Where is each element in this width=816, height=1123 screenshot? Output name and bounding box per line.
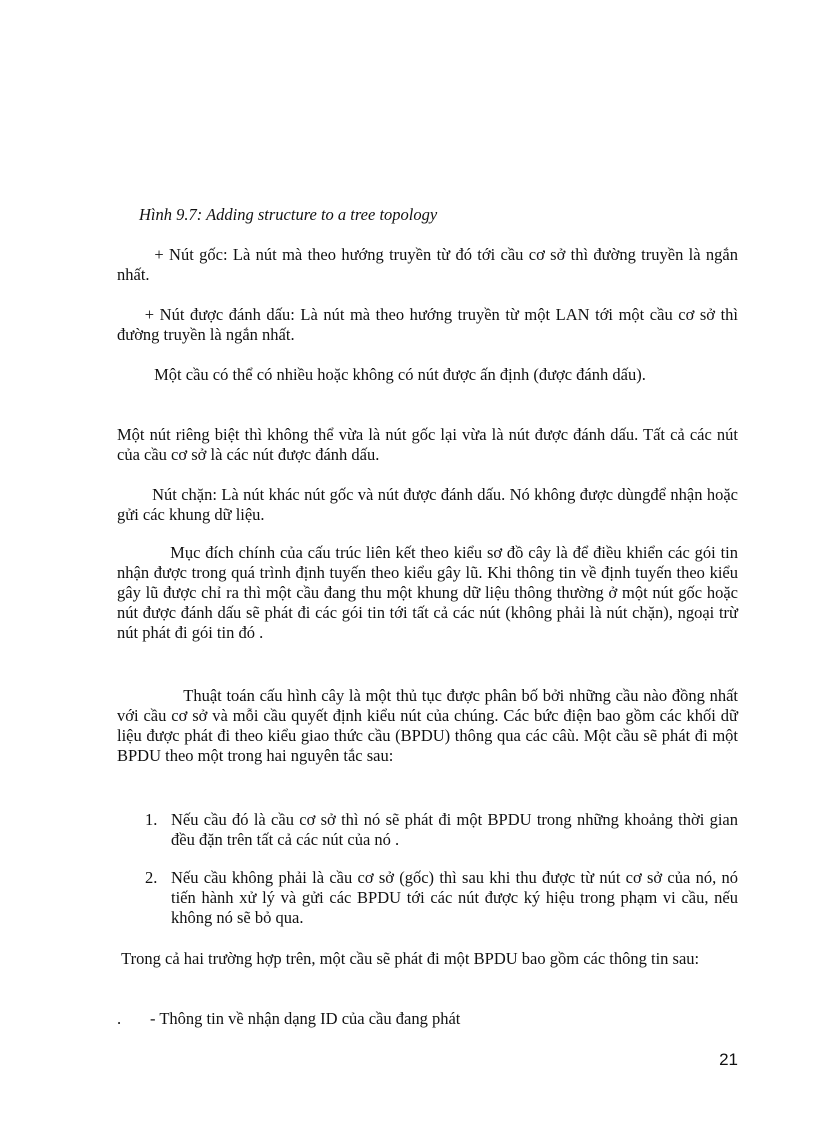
figure-caption: Hình 9.7: Adding structure to a tree topology bbox=[139, 205, 438, 224]
paragraph-node-roles: Một nút riêng biệt thì không thể vừa là nút gốc lại vừa là nút được đánh dấu. Tất cả các nút của cầu cơ sở là các nút được đánh dấu. bbox=[117, 425, 738, 464]
paragraph-root-node: + Nút gốc: Là nút mà theo hướng truyền từ đó tới cầu cơ sở thì đường truyền là ngắn nhất. bbox=[117, 245, 738, 284]
page-number: 21 bbox=[719, 1050, 738, 1069]
paragraph-blocked-node: Nút chặn: Là nút khác nút gốc và nút được đánh dấu. Nó không được dùngđể nhận hoặc gửi các khung dữ liệu. bbox=[117, 485, 738, 524]
list-item bbox=[145, 868, 738, 928]
paragraph-assigned-nodes: Một cầu có thể có nhiều hoặc không có nút được ấn định (được đánh dấu). bbox=[117, 365, 646, 384]
list-item-number: 2. bbox=[145, 868, 158, 887]
paragraph-tree-purpose: Mục đích chính của cấu trúc liên kết theo kiểu sơ đồ cây là để điều khiển các gói tin nhận được trong quá trình định tuyến theo kiểu gây lũ. Khi thông tin về định tuyến theo kiểu gây lũ được chỉ ra thì một cầu đang thu một khung dữ liệu thông thường ở một nút gốc hoặc nút được đánh dấu sẽ phát đi các gói tin tới tất cả các nút (không phải là nút chặn), ngoại trừ nút phát đi gói tin đó . bbox=[117, 543, 738, 642]
list-item bbox=[145, 810, 738, 850]
paragraph-designated-node: + Nút được đánh dấu: Là nút mà theo hướng truyền từ một LAN tới một cầu cơ sở thì đường truyền là ngắn nhất. bbox=[117, 305, 738, 344]
list-item-text: Nếu cầu đó là cầu cơ sở thì nó sẽ phát đi một BPDU trong những khoảng thời gian đều đặn trên tất cả các nút của nó . bbox=[171, 810, 738, 849]
bullet-text: - Thông tin về nhận dạng ID của cầu đang phát bbox=[150, 1009, 461, 1028]
bullet-marker: . bbox=[117, 1009, 122, 1028]
list-item-text: Nếu cầu không phải là cầu cơ sở (gốc) thì sau khi thu được từ nút cơ sở của nó, nó tiến hành xử lý và gửi các BPDU tới các nút được ký hiệu trong phạm vi cầu, nếu không nó sẽ bỏ qua. bbox=[171, 868, 738, 927]
paragraph-bpdu-contents: Trong cả hai trường hợp trên, một cầu sẽ phát đi một BPDU bao gồm các thông tin sau: bbox=[117, 949, 700, 968]
list-item-number: 1. bbox=[145, 810, 158, 829]
bullet-line bbox=[117, 1009, 460, 1029]
paragraph-tree-algorithm: Thuật toán cấu hình cây là một thủ tục được phân bố bởi những cầu nào đồng nhất với cầu cơ sở và mỗi cầu quyết định kiểu nút của chúng. Các bức điện bao gồm các khối dữ liệu được phát đi theo kiểu giao thức cầu (BPDU) thông qua các câù. Một cầu sẽ phát đi một BPDU theo một trong hai nguyên tắc sau: bbox=[117, 686, 738, 765]
